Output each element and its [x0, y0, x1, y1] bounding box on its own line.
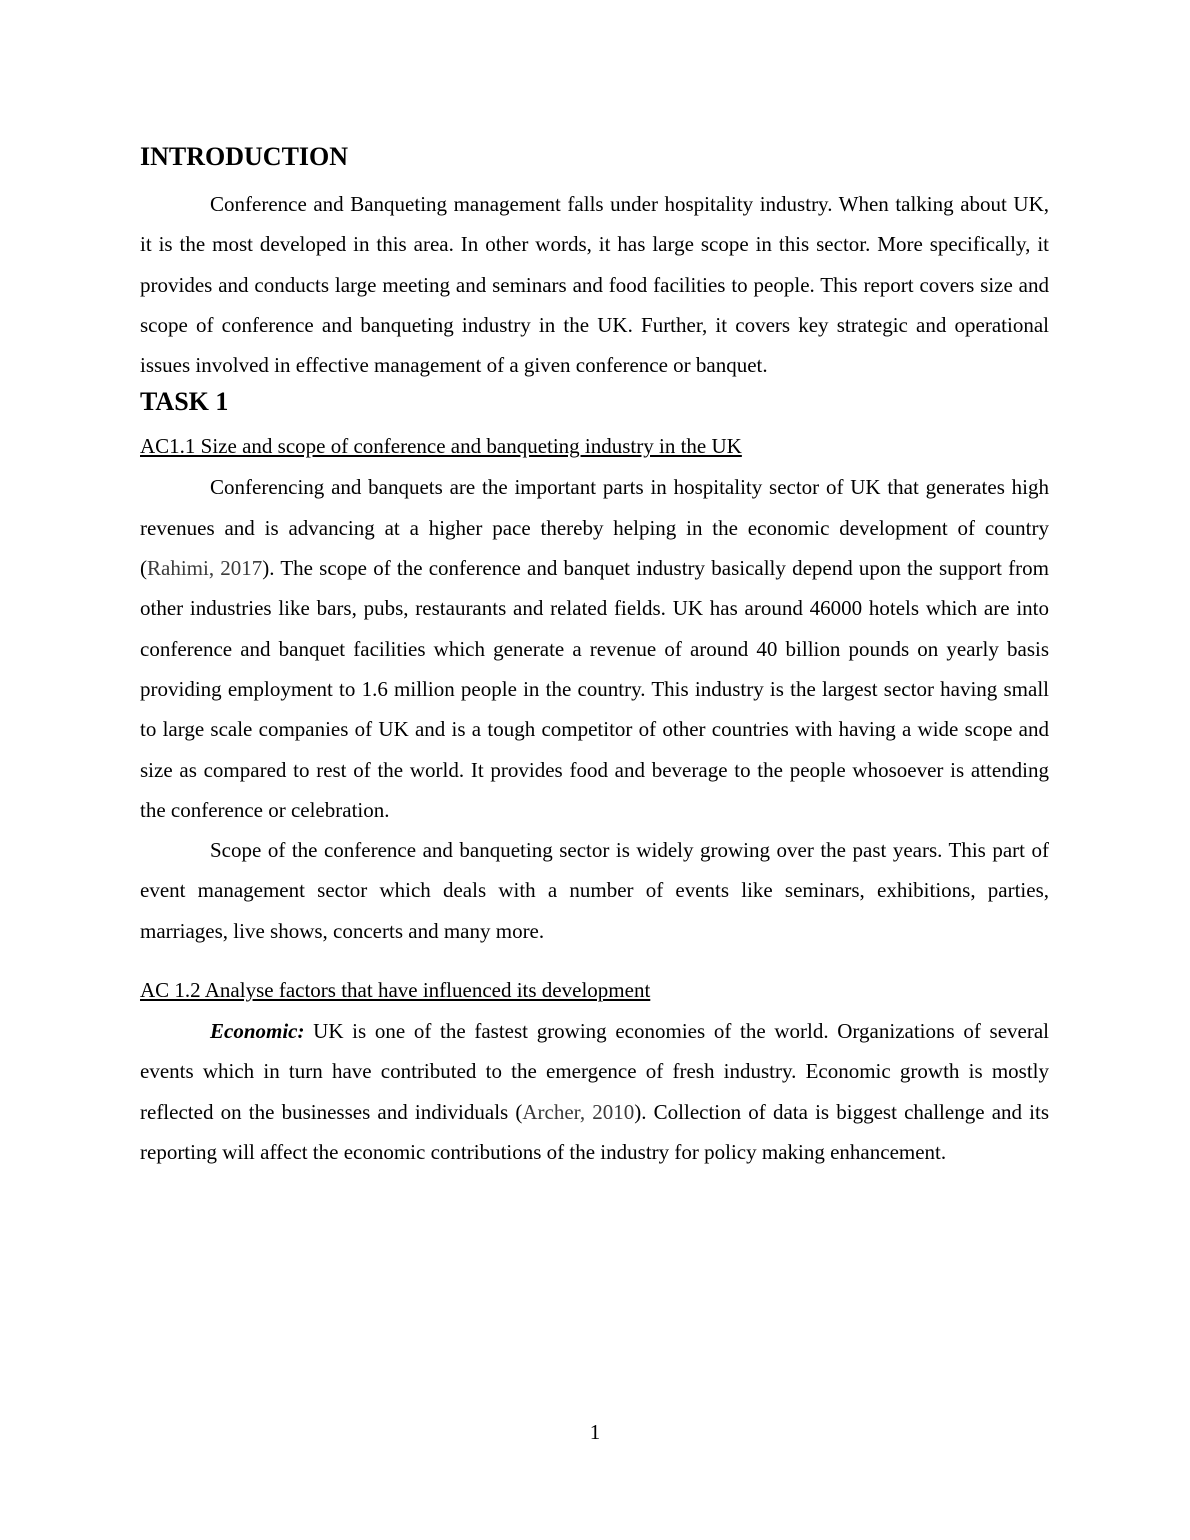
ac12-paragraph-text-b: ). Collection of data is biggest challenge and its reporting will affect the economic contributions of the industry for policy making enhancement. — [140, 1099, 1050, 1164]
ac11-paragraph-1 — [140, 467, 1049, 830]
ac11-paragraph-1-text-b: ). The scope of the conference and banquet industry basically depend upon the support from other industries like bars, pubs, restaurants and related fields. UK has around 46000 hotels which are into conference and banquet facilities which generate a revenue of around 40 billion pounds on yearly basis providing employment to 1.6 million people in the country. This industry is the largest sector having small to large scale companies of UK and is a tough competitor of other countries with having a wide scope and size as compared to rest of the world. It provides food and beverage to the people whosoever is attending the conference or celebration. — [140, 556, 1049, 822]
ac11-paragraph-1-text-a: Conferencing and banquets are the important parts in hospitality sector of UK that generates high revenues and is advancing at a higher pace thereby helping in the economic development of country ( — [140, 475, 1049, 581]
page-content — [140, 140, 1049, 1172]
page-number: 1 — [589, 1420, 601, 1444]
introduction-heading: INTRODUCTION — [140, 142, 349, 171]
ac12-paragraph-text-a: UK is one of the fastest growing economies of the world. Organizations of several events which in turn have contributed to the emergence of fresh industry. Economic growth is mostly reflected on the businesses and individuals ( — [140, 1019, 1049, 1124]
task1-heading: TASK 1 — [140, 387, 229, 417]
ac11-paragraph-2: Scope of the conference and banqueting sector is widely growing over the past years. This part of event management sector which deals with a number of events like seminars, exhibitions, parties, marriages, live shows, concerts and many more. — [140, 838, 1049, 943]
ac11-subheading: AC1.1 Size and scope of conference and banqueting industry in the UK — [140, 434, 742, 459]
economic-lead-term: Economic: — [210, 1019, 305, 1044]
introduction-paragraph: Conference and Banqueting management falls under hospitality industry. When talking about UK, it is the most developed in this area. In other words, it has large scope in this sector. More specifically, it provides and conducts large meeting and seminars and food facilities to people. This report covers size and scope of conference and banqueting industry in the UK. Further, it covers key strategic and operational issues involved in effective management of a given conference or banquet. — [140, 192, 1049, 378]
ac12-subheading: AC 1.2 Analyse factors that have influenced its development — [140, 978, 651, 1003]
citation-rahimi: Rahimi, 2017 — [147, 556, 263, 581]
citation-archer: Archer, 2010 — [522, 1099, 635, 1124]
ac12-paragraph — [140, 1011, 1049, 1172]
